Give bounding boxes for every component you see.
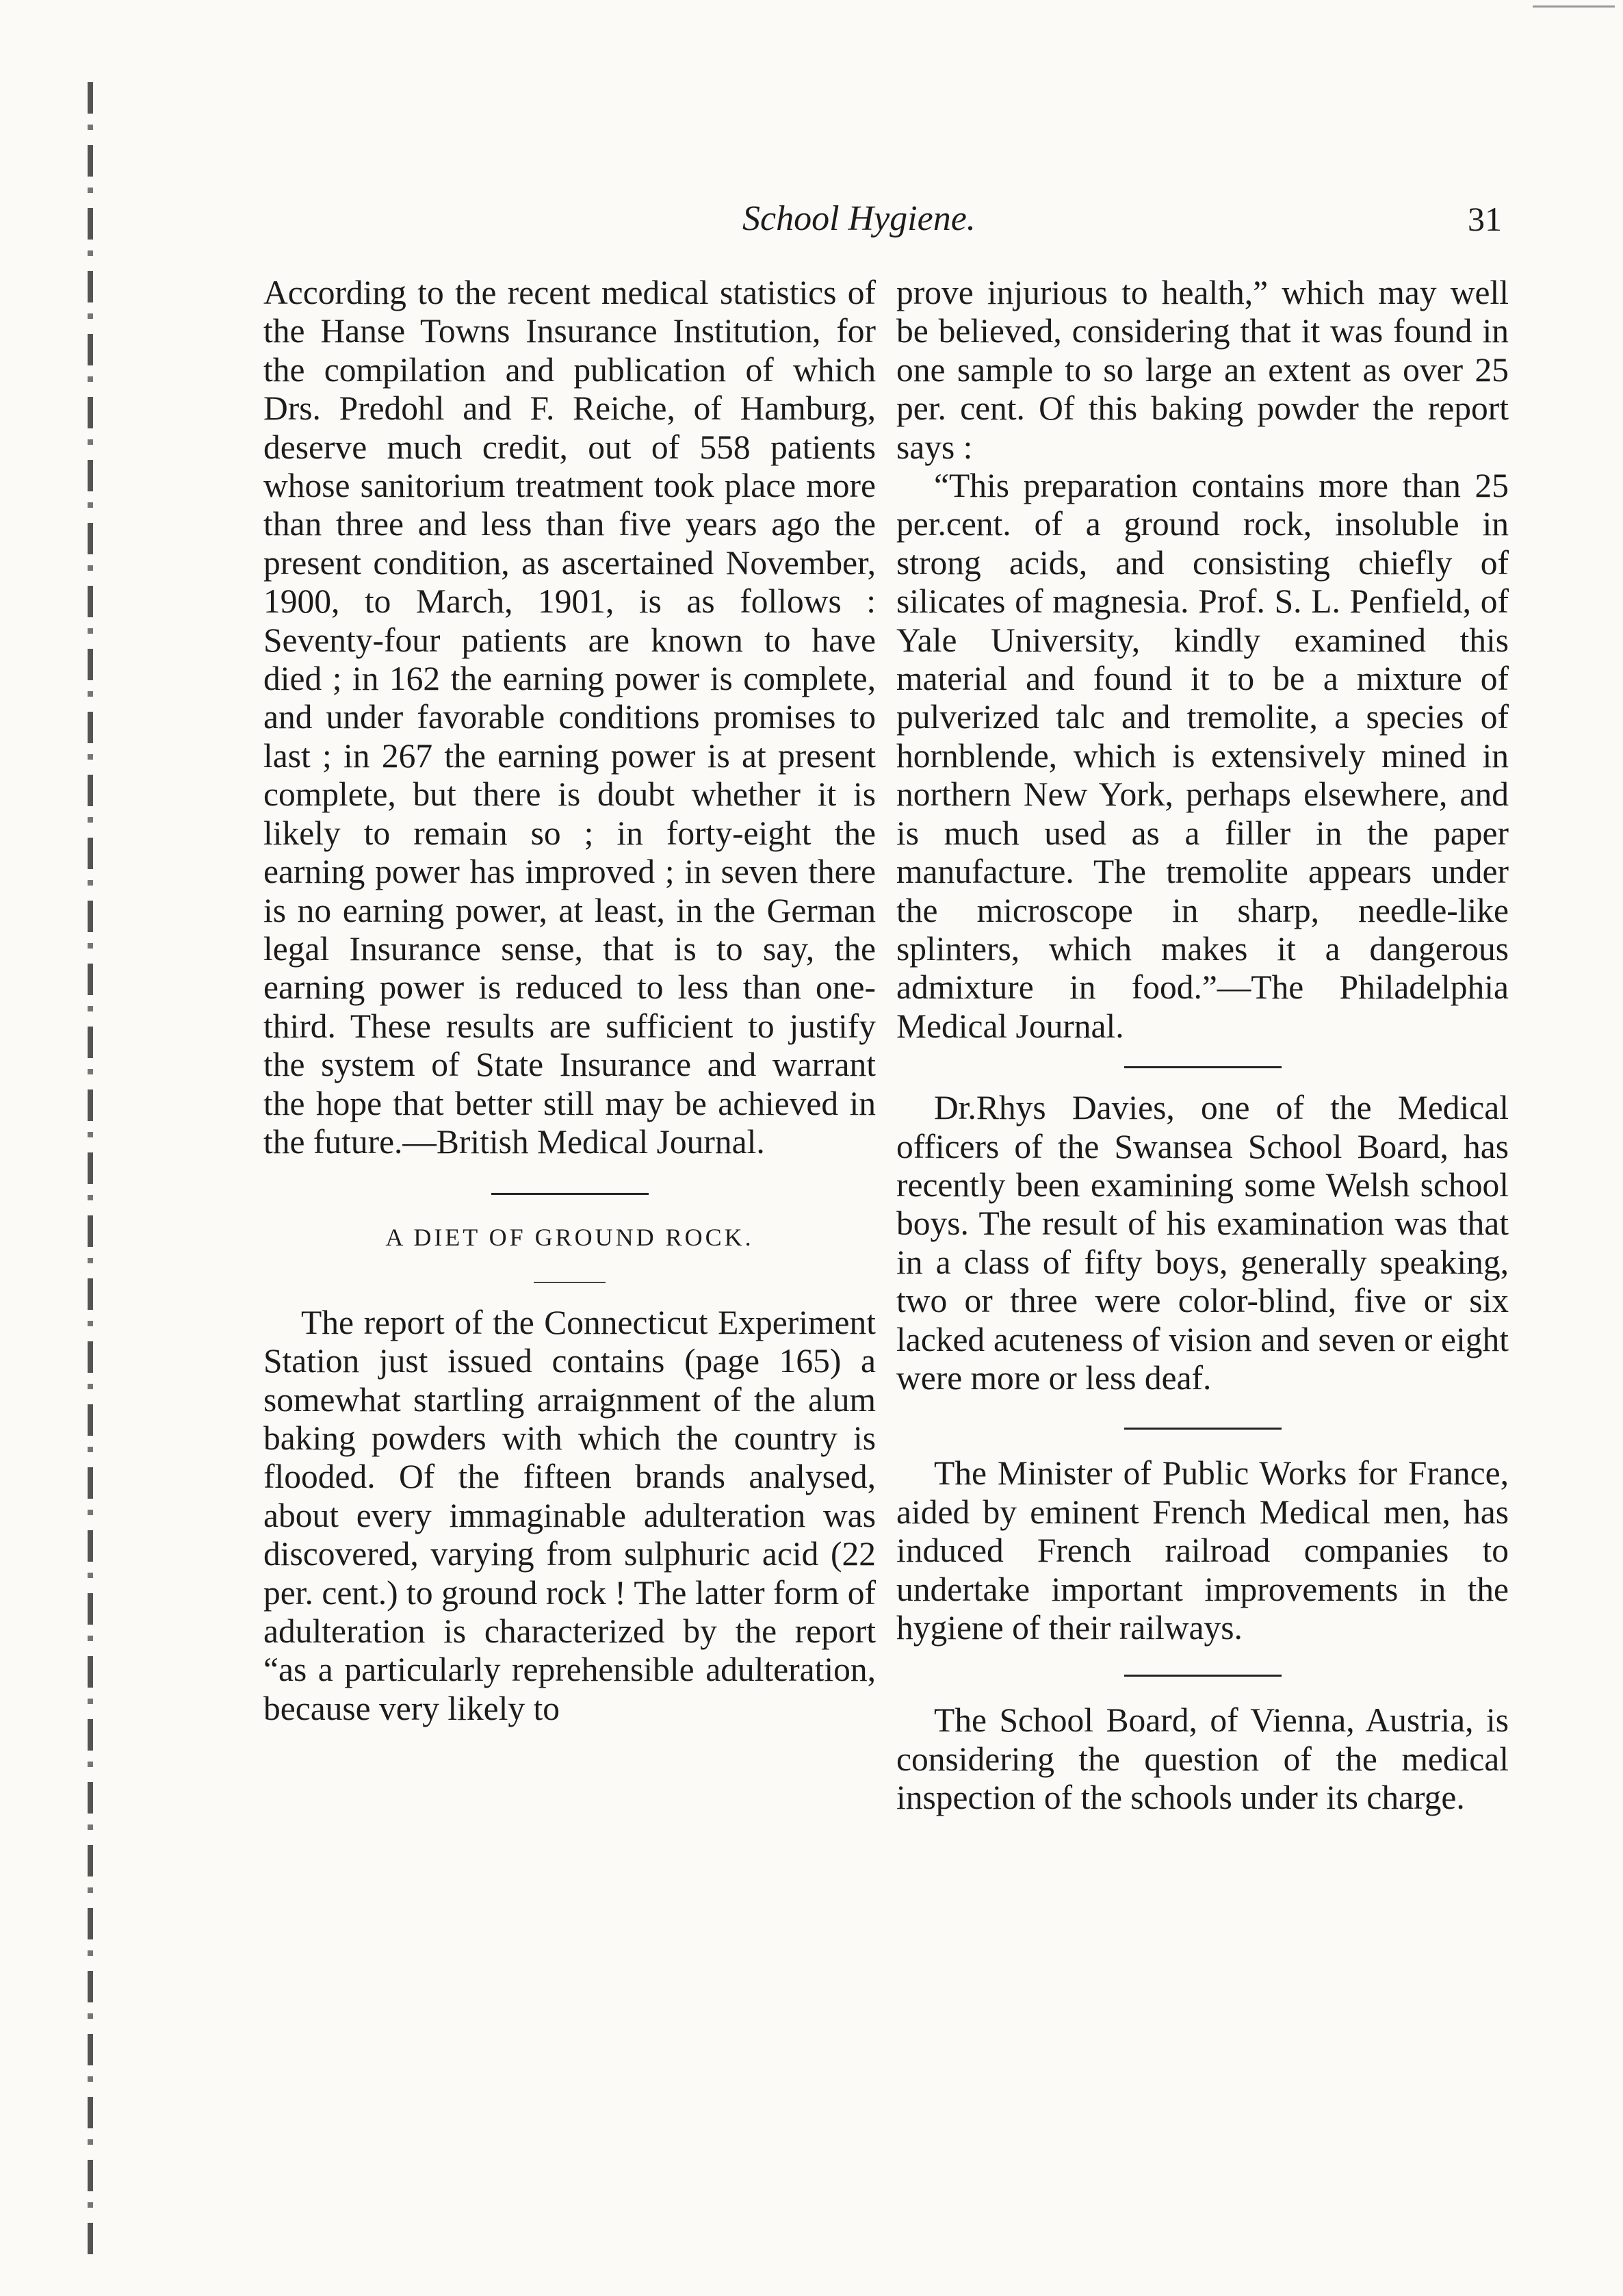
page-number: 31 [1468,200,1502,238]
paragraph-rhys-davies: Dr.Rhys Davies, one of the Medical officers of the Swansea School Board, has recently been examining some Welsh school boys. The result of his examination was that in a class of fifty boys, generally speaking, two or three were color-blind, five or six lacked acuteness of vision and seven or eight were more or less deaf. [896,1089,1509,1397]
paragraph-vienna-school-board: The School Board, of Vienna, Austria, is considering the question of the medical inspection of the schools under its charge. [896,1701,1509,1817]
paragraph-penfield-quote: “This preparation contains more than 25 per.cent. of a ground rock, insoluble in strong acids, and consisting chiefly of silicates of magnesia. Prof. S. L. Penfield, of Yale University, kindly examined this material and found it to be a mixture of pulverized talc and tremolite, a species of hornblende, which is extensively mined in northern New York, perhaps elsewhere, and is much used as a filler in the paper manufacture. The tremolite appears under the microscope in sharp, needle-like splinters, which makes it a dangerous admixture in food.”—The Philadelphia Medical Journal. [896,467,1509,1045]
section-heading: A DIET OF GROUND ROCK. [385,1224,754,1252]
paragraph-report-continued: prove injurious to health,” which may well be believed, considering that it was found in one sample to so large an extent as over 25 per. cent. Of this baking powder the report says : [896,274,1509,466]
running-title: School Hygiene. [742,199,976,238]
paragraph-minister-public-works: The Minister of Public Works for France, aided by eminent French Medical men, has induced French railroad companies to undertake important improvements in the hygiene of their railways. [896,1454,1509,1647]
running-header [684,192,1502,246]
right-column [896,274,1509,2204]
scan-edge-mark [1533,5,1615,8]
left-column [263,274,876,2204]
paragraph-hanse-insurance: According to the recent medical statistics of the Hanse Towns Insurance Institution, for the compilation and publication of which Drs. Predohl and F. Reiche, of Hamburg, deserve much credit, out of 558 patients whose sanitorium treatment took place more than three and less than five years ago the present condition, as ascertained November, 1900, to March, 1901, is as follows : Seventy-four patients are known to have died ; in 162 the earning power is complete, and under favorable conditions promises to last ; in 267 the earning power is at present complete, but there is doubt whether it is likely to remain so ; in forty-eight the earning power has improved ; in seven there is no earning power, at least, in the German legal Insurance sense, that is to say, the earning power is reduced to less than one-third. These results are sufficient to justify the system of State Insurance and warrant the hope that better still may be achieved in the future.—British Medical Journal. [263,274,876,1161]
binding-edge [88,82,93,2258]
paragraph-diet-of-ground-rock: The report of the Connecticut Experiment Station just issued contains (page 165) a somewhat startling arraignment of the alum baking powders with which the country is flooded. Of the fifteen brands analysed, about every immaginable adulteration was discovered, varying from sulphuric acid (22 per. cent.) to ground rock ! The latter form of adulteration is characterized by the report “as a particularly reprehensible adulteration, because very likely to [263,1303,876,1727]
